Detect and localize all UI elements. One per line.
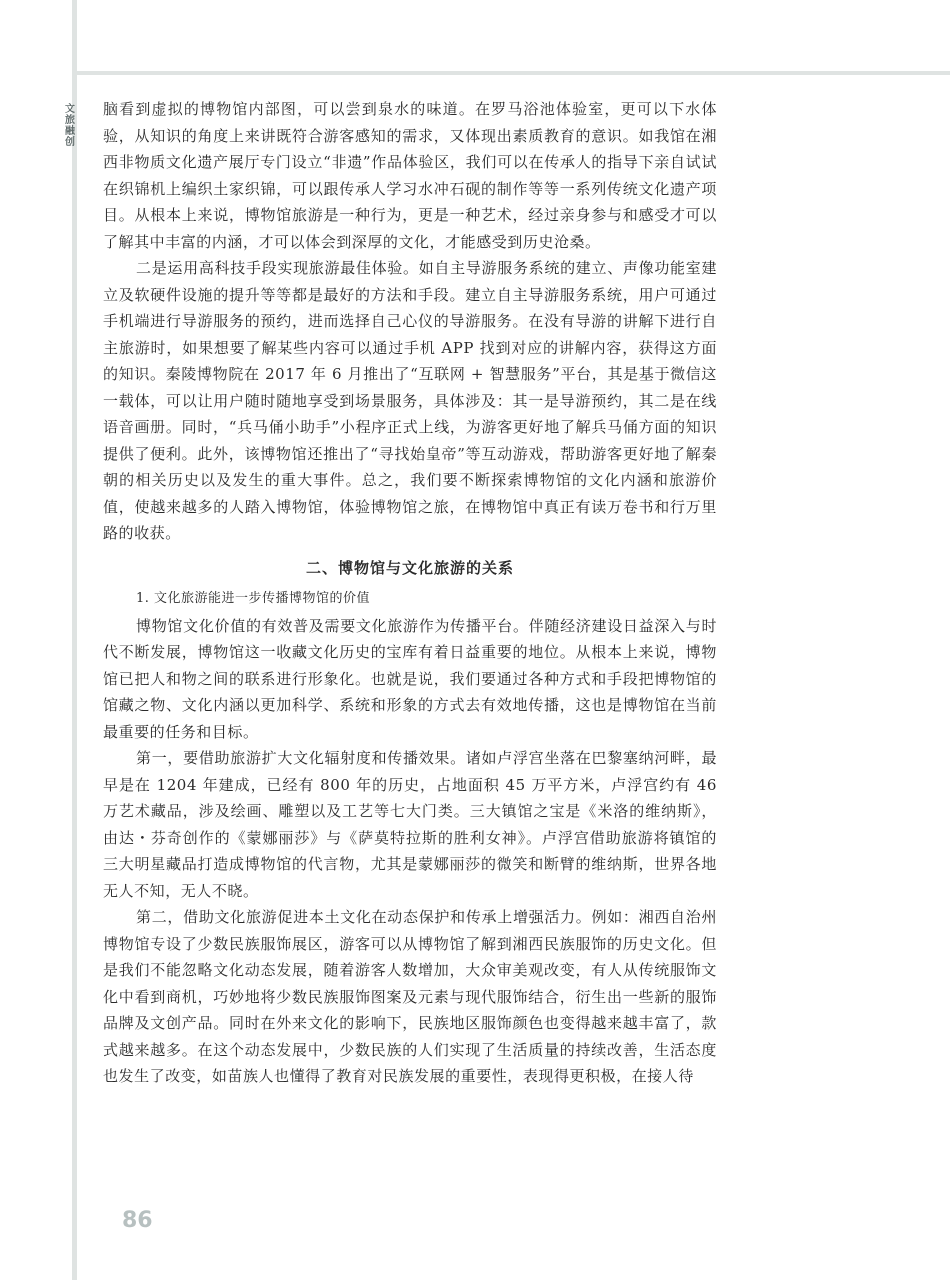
header-rule <box>72 71 950 75</box>
paragraph-high-tech-experience: 二是运用高科技手段实现旅游最佳体验。如自主导游服务系统的建立、声像功能室建立及软硬件设施的提升等等都是最好的方法和手段。建立自主导游服务系统，用户可通过手机端进行导游服务的预约，进而选择自己心仪的导游服务。在没有导游的讲解下进行自主旅游时，如果想要了解某些内容可以通过手机 APP 找到对应的讲解内容，获得这方面的知识。秦陵博物院在 2017 年 6 月推出了“互联网 + 智慧服务”平台，其是基于微信这一载体，可以让用户随时随地享受到场景服务，具体涉及：其一是导游预约，其二是在线语音画册。同时，“兵马俑小助手”小程序正式上线，为游客更好地了解兵马俑方面的知识提供了便利。此外，该博物馆还推出了“寻找始皇帝”等互动游戏，帮助游客更好地了解秦朝的相关历史以及发生的重大事件。总之，我们要不断探索博物馆的文化内涵和旅游价值，使越来越多的人踏入博物馆，体验博物馆之旅，在博物馆中真正有读万卷书和行万里路的收获。 <box>103 259 717 542</box>
article-body <box>103 96 717 1090</box>
paragraph-louvre-example: 第一，要借助旅游扩大文化辐射度和传播效果。诸如卢浮宫坐落在巴黎塞纳河畔，最早是在 1204 年建成，已经有 800 年的历史，占地面积 45 万平方米，卢浮宫约有 46 万艺术藏品，涉及绘画、雕塑以及工艺等七大门类。三大镇馆之宝是《米洛的维纳斯》，由达・芬奇创作的《蒙娜丽莎》与《萨莫特拉斯的胜利女神》。卢浮宫借助旅游将镇馆的三大明星藏品打造成博物馆的代言物，尤其是蒙娜丽莎的微笑和断臂的维纳斯，世界各地无人不知，无人不晓。 <box>103 749 717 900</box>
page-number: 86 <box>122 1208 153 1233</box>
paragraph-museum-value: 博物馆文化价值的有效普及需要文化旅游作为传播平台。伴随经济建设日益深入与时代不断发展，博物馆这一收藏文化历史的宝库有着日益重要的地位。从根本上来说，博物馆已把人和物之间的联系进行形象化。也就是说，我们要通过各种方式和手段把博物馆的馆藏之物、文化内涵以更加科学、系统和形象的方式去有效地传播，这也是博物馆在当前最重要的任务和目标。 <box>103 616 717 741</box>
subsection-heading: 1. 文化旅游能进一步传播博物馆的价值 <box>136 591 371 606</box>
paragraph-continued: 脑看到虚拟的博物馆内部图，可以尝到泉水的味道。在罗马浴池体验室，更可以下水体验，从知识的角度上来讲既符合游客感知的需求，又体现出素质教育的意识。如我馆在湘西非物质文化遗产展厅专门设立“非遗”作品体验区，我们可以在传承人的指导下亲自试试在织锦机上编织土家织锦，可以跟传承人学习水冲石砚的制作等等一系列传统文化遗产项目。从根本上来说，博物馆旅游是一种行为，更是一种艺术，经过亲身参与和感受才可以了解其中丰富的内涵，才可以体会到深厚的文化，才能感受到历史沧桑。 <box>103 100 717 251</box>
section-heading: 二、博物馆与文化旅游的关系 <box>305 558 514 577</box>
section-tag: 文旅融创 <box>65 104 75 148</box>
paragraph-local-culture: 第二，借助文化旅游促进本土文化在动态保护和传承上增强活力。例如：湘西自治州博物馆专设了少数民族服饰展区，游客可以从博物馆了解到湘西民族服饰的历史文化。但是我们不能忽略文化动态发展，随着游客人数增加，大众审美观改变，有人从传统服饰文化中看到商机，巧妙地将少数民族服饰图案及元素与现代服饰结合，衍生出一些新的服饰品牌及文创产品。同时在外来文化的影响下，民族地区服饰颜色也变得越来越丰富了，款式越来越多。在这个动态发展中，少数民族的人们实现了生活质量的持续改善，生活态度也发生了改变，如苗族人也懂得了教育对民族发展的重要性，表现得更积极，在接人待 <box>103 908 717 1085</box>
left-margin-rule <box>72 0 77 1280</box>
